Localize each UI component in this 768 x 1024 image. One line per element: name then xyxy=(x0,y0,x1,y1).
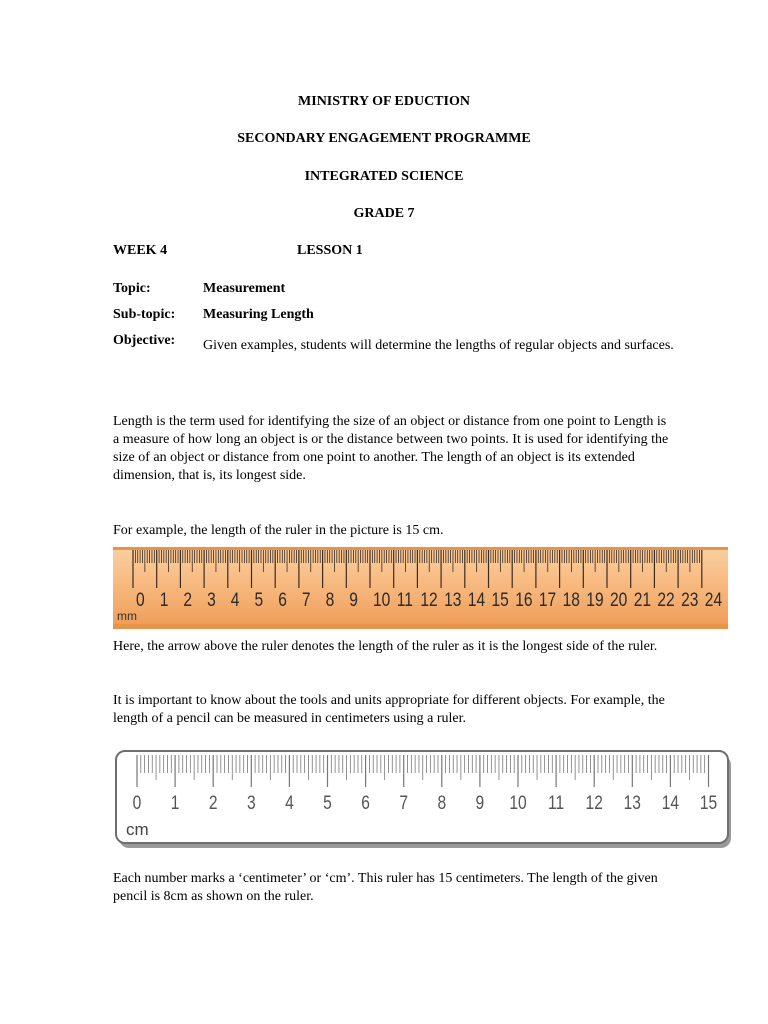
tools-paragraph: It is important to know about the tools and units appropriate for different objects. For example, the length of a pencil can be measured in centimeters using a ruler. xyxy=(113,693,665,726)
centimeter-ruler-label: 0 xyxy=(132,791,142,814)
centimeter-ruler-label: 8 xyxy=(437,791,447,814)
lesson-label: LESSON 1 xyxy=(297,243,363,258)
orange-ruler-top-edge xyxy=(113,547,728,550)
week-label: WEEK 4 xyxy=(113,243,168,258)
centimeter-ruler-label: 15 xyxy=(699,791,718,814)
example-paragraph: For example, the length of the ruler in the picture is 15 cm. xyxy=(113,523,444,538)
orange-ruler-label: 2 xyxy=(183,588,193,611)
orange-ruler-label: 14 xyxy=(467,588,486,611)
centimeter-ruler-label: 6 xyxy=(361,791,370,814)
subtopic-value: Measuring Length xyxy=(203,307,314,322)
intro-paragraph: Length is the term used for identifying the size of an object or distance from one point to Length is a measure of how long an object is or the distance between two points. It is used for identifying the size of an object or distance from one point to another. The length of an object is its extended dimension, that is, its longest side. xyxy=(113,414,669,483)
orange-ruler-label: 11 xyxy=(396,588,413,611)
orange-ruler-label: 18 xyxy=(562,588,580,611)
orange-ruler-label: 9 xyxy=(349,588,358,611)
orange-ruler-unit-label: mm xyxy=(117,609,137,623)
orange-ruler-label: 4 xyxy=(230,588,240,611)
orange-ruler-label: 5 xyxy=(254,588,264,611)
orange-ruler-label: 13 xyxy=(444,588,462,611)
subject-heading: INTEGRATED SCIENCE xyxy=(304,169,464,184)
centimeter-ruler-label: 9 xyxy=(475,791,485,814)
subtopic-label: Sub-topic: xyxy=(113,307,176,322)
orange-ruler-bottom-edge xyxy=(113,624,728,629)
objective-label: Objective: xyxy=(113,333,176,348)
orange-ruler-label: 16 xyxy=(515,588,533,611)
centimeter-ruler-label: 14 xyxy=(661,791,680,814)
orange-ruler xyxy=(113,547,728,629)
centimeter-ruler-label: 7 xyxy=(399,791,409,814)
centimeter-ruler-label: 4 xyxy=(285,791,294,814)
programme-heading: SECONDARY ENGAGEMENT PROGRAMME xyxy=(237,131,531,146)
objective-value: Given examples, students will determine the lengths of regular objects and surfaces. xyxy=(203,338,674,353)
orange-ruler-label: 3 xyxy=(207,588,216,611)
orange-ruler-label: 21 xyxy=(633,588,652,611)
centimeter-ruler-label: 11 xyxy=(548,791,565,814)
orange-ruler-label: 12 xyxy=(420,588,438,611)
orange-ruler-label: 15 xyxy=(491,588,509,611)
orange-ruler-label: 24 xyxy=(704,588,723,611)
ministry-heading: MINISTRY OF EDUCTION xyxy=(298,94,470,109)
orange-ruler-label: 7 xyxy=(301,588,311,611)
orange-ruler-label: 23 xyxy=(681,588,699,611)
orange-ruler-label: 0 xyxy=(136,588,145,611)
orange-ruler-label: 17 xyxy=(538,588,557,611)
centimeter-ruler-label: 13 xyxy=(623,791,641,814)
centimeter-ruler-label: 10 xyxy=(509,791,527,814)
conclusion-paragraph: Each number marks a ‘centimeter’ or ‘cm’. This ruler has 15 centimeters. The length of the given pencil is 8cm as shown on the ruler. xyxy=(113,871,658,904)
centimeter-ruler-label: 5 xyxy=(323,791,332,814)
orange-ruler-label: 19 xyxy=(586,588,604,611)
orange-ruler-label: 22 xyxy=(657,588,675,611)
orange-ruler-label: 8 xyxy=(325,588,335,611)
centimeter-ruler-unit-label: cm xyxy=(126,820,149,839)
orange-ruler-label: 6 xyxy=(278,588,287,611)
orange-ruler-label: 1 xyxy=(159,588,169,611)
centimeter-ruler-label: 1 xyxy=(170,791,180,814)
centimeter-ruler-label: 3 xyxy=(246,791,256,814)
centimeter-ruler-label: 12 xyxy=(585,791,603,814)
grade-heading: GRADE 7 xyxy=(353,206,415,221)
centimeter-ruler xyxy=(114,749,733,850)
orange-ruler-label: 20 xyxy=(610,588,628,611)
arrow-paragraph: Here, the arrow above the ruler denotes the length of the ruler as it is the longest side of the ruler. xyxy=(113,639,658,654)
centimeter-ruler-label: 2 xyxy=(208,791,218,814)
orange-ruler-label: 10 xyxy=(373,588,391,611)
topic-label: Topic: xyxy=(113,281,151,296)
topic-value: Measurement xyxy=(203,281,286,296)
